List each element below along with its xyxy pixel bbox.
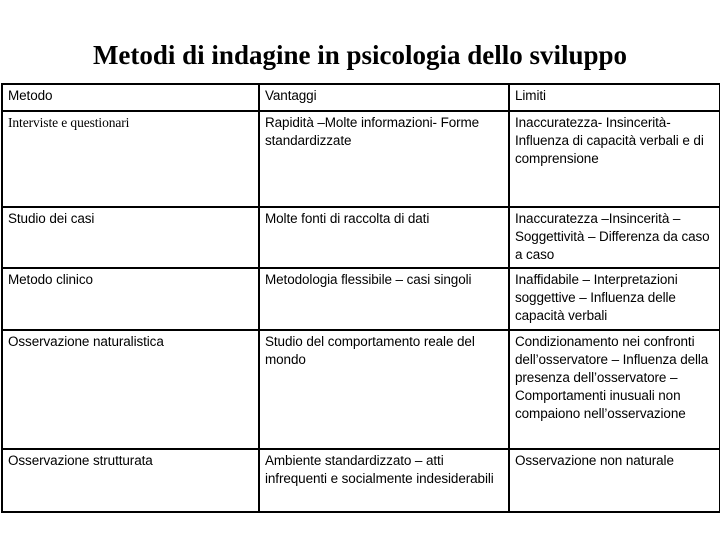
cell-metodo: Osservazione naturalistica bbox=[2, 330, 259, 449]
cell-metodo: Metodo clinico bbox=[2, 268, 259, 330]
table-row bbox=[2, 268, 720, 330]
header-metodo: Metodo bbox=[2, 84, 259, 111]
cell-vantaggi: Ambiente standardizzato – atti infrequenti e socialmente indesiderabili bbox=[259, 449, 509, 512]
cell-vantaggi: Metodologia flessibile – casi singoli bbox=[259, 268, 509, 330]
table-header-row bbox=[2, 84, 720, 111]
table-row bbox=[2, 207, 720, 268]
header-limiti: Limiti bbox=[509, 84, 720, 111]
cell-metodo: Studio dei casi bbox=[2, 207, 259, 268]
cell-limiti: Inaffidabile – Interpretazioni soggettive – Influenza delle capacità verbali bbox=[509, 268, 720, 330]
cell-limiti: Inaccuratezza –Insincerità – Soggettività – Differenza da caso a caso bbox=[509, 207, 720, 268]
cell-vantaggi: Studio del comportamento reale del mondo bbox=[259, 330, 509, 449]
table-row bbox=[2, 449, 720, 512]
cell-limiti: Inaccuratezza- Insincerità- Influenza di capacità verbali e di comprensione bbox=[509, 111, 720, 207]
table-row bbox=[2, 111, 720, 207]
cell-limiti: Osservazione non naturale bbox=[509, 449, 720, 512]
header-vantaggi: Vantaggi bbox=[259, 84, 509, 111]
cell-limiti: Condizionamento nei confronti dell’osservatore – Influenza della presenza dell’osservatore – Comportamenti inusuali non compaiono nell’osservazione bbox=[509, 330, 720, 449]
cell-metodo: Osservazione strutturata bbox=[2, 449, 259, 512]
slide-title: Metodi di indagine in psicologia dello sviluppo bbox=[92, 40, 628, 70]
table-row bbox=[2, 330, 720, 449]
methods-table bbox=[1, 83, 720, 513]
cell-vantaggi: Rapidità –Molte informazioni- Forme standardizzate bbox=[259, 111, 509, 207]
cell-vantaggi: Molte fonti di raccolta di dati bbox=[259, 207, 509, 268]
cell-metodo: Interviste e questionari bbox=[2, 111, 259, 207]
